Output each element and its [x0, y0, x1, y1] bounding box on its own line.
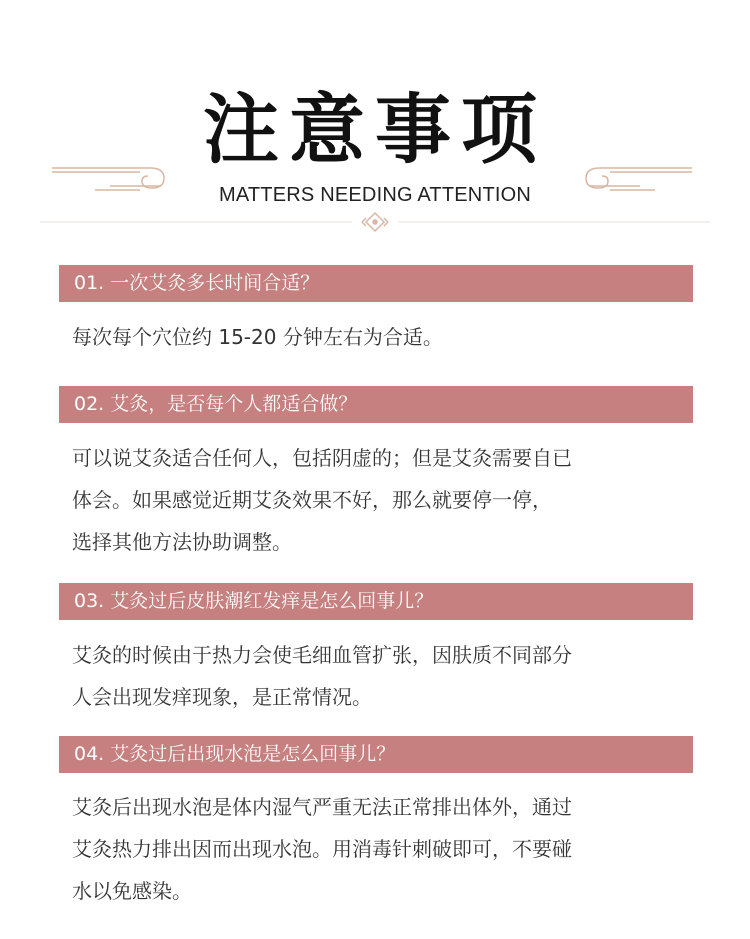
- body-line: 选择其他方法协助调整。: [72, 530, 292, 554]
- body-line: 艾灸后出现水泡是体内湿气严重无法正常排出体外，通过: [72, 795, 572, 819]
- body-line: 可以说艾灸适合任何人，包括阴虚的；但是艾灸需要自已: [72, 446, 572, 470]
- diamond-ornament: [362, 213, 388, 231]
- body-line: 艾灸热力排出因而出现水泡。用消毒针刺破即可，不要碰: [72, 837, 572, 861]
- section-body-4: [72, 786, 682, 912]
- section-heading-1: 01. 一次艾灸多长时间合适？: [59, 265, 693, 302]
- section-body-3: [72, 634, 682, 718]
- body-line: 水以免感染。: [72, 879, 192, 903]
- body-line: 人会出现发痒现象，是正常情况。: [72, 685, 372, 709]
- section-body-2: [72, 437, 682, 563]
- body-line: 每次每个穴位约 15-20 分钟左右为合适。: [72, 325, 443, 349]
- section-body-1: [72, 316, 682, 358]
- section-heading-3: 03. 艾灸过后皮肤潮红发痒是怎么回事儿？: [59, 583, 693, 620]
- page-title: 注意事项: [203, 85, 547, 174]
- body-line: 艾灸的时候由于热力会使毛细血管扩张，因肤质不同部分: [72, 643, 572, 667]
- section-heading-4: 04. 艾灸过后出现水泡是怎么回事儿？: [59, 736, 693, 773]
- body-line: 体会。如果感觉近期艾灸效果不好，那么就要停一停，: [72, 488, 552, 512]
- page-subtitle: MATTERS NEEDING ATTENTION: [218, 184, 532, 206]
- section-heading-2: 02. 艾灸，是否每个人都适合做？: [59, 386, 693, 423]
